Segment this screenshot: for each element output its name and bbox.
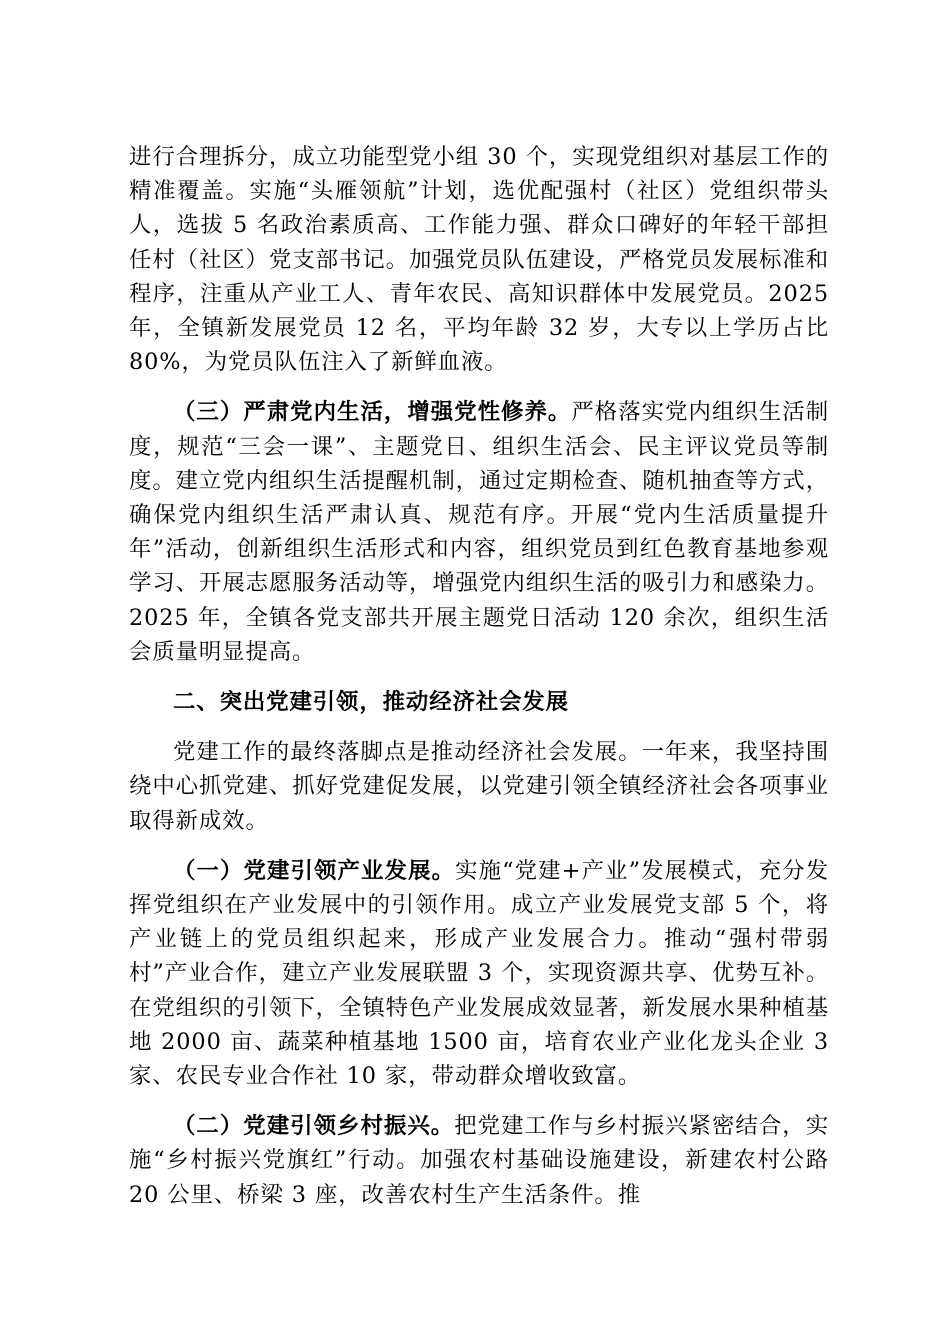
paragraph-party-life (129, 395, 829, 669)
paragraph-body-industry-development: 实施“党建+产业”发展模式，充分发挥党组织在产业发展中的引领作用。成立产业发展党支部 5 个，将产业链上的党员组织起来，形成产业发展合力。推动“强村带弱村”产业合作，建立产业发展联盟 3 个，实现资源共享、优势互补。在党组织的引领下，全镇特色产业发展成效显著，新发展水果种植基地 2000 亩、蔬菜种植基地 1500 亩，培育农业产业化龙头企业 3 家、农民专业合作社 10 家，带动群众增收致富。 (129, 857, 829, 1090)
paragraph-lead-rural-revitalization: （二）党建引领乡村振兴。 (173, 1113, 455, 1140)
paragraph-section-intro: 党建工作的最终落脚点是推动经济社会发展。一年来，我坚持围绕中心抓党建、抓好党建促发展，以党建引领全镇经济社会各项事业取得新成效。 (129, 739, 829, 834)
paragraph-party-organization-coverage: 进行合理拆分，成立功能型党小组 30 个，实现党组织对基层工作的精准覆盖。实施“头雁领航”计划，选优配强村（社区）党组织带头人，选拔 5 名政治素质高、工作能力强、群众口碑好的年轻干部担任村（社区）党支部书记。加强党员队伍建设，严格党员发展标准和程序，注重从产业工人、青年农民、高知识群体中发展党员。2025 年，全镇新发展党员 12 名，平均年龄 32 岁，大专以上学历占比 80%，为党员队伍注入了新鲜血液。 (129, 144, 829, 376)
paragraph-body-party-life: 严格落实党内组织生活制度，规范“三会一课”、主题党日、组织生活会、民主评议党员等制度。建立党内组织生活提醒机制，通过定期检查、随机抽查等方式，确保党内组织生活严肃认真、规范有序。开展“党内生活质量提升年”活动，创新组织生活形式和内容，组织党员到红色教育基地参观学习、开展志愿服务活动等，增强党内组织生活的吸引力和感染力。2025 年，全镇各党支部共开展主题党日活动 120 余次，组织生活会质量明显提高。 (129, 399, 829, 665)
paragraph-rural-revitalization (129, 1109, 829, 1212)
paragraph-body-rural-revitalization: 把党建工作与乡村振兴紧密结合，实施“乡村振兴党旗红”行动。加强农村基础设施建设，新建农村公路 20 公里、桥梁 3 座，改善农村生产生活条件。推 (129, 1113, 829, 1208)
paragraph-lead-industry-development: （一）党建引领产业发展。 (173, 857, 456, 884)
section-heading-economic-development: 二、突出党建引领，推动经济社会发展 (173, 689, 569, 716)
document-page (129, 140, 829, 1212)
paragraph-lead-party-life: （三）严肃党内生活，增强党性修养。 (173, 399, 572, 426)
paragraph-industry-development (129, 854, 829, 1093)
